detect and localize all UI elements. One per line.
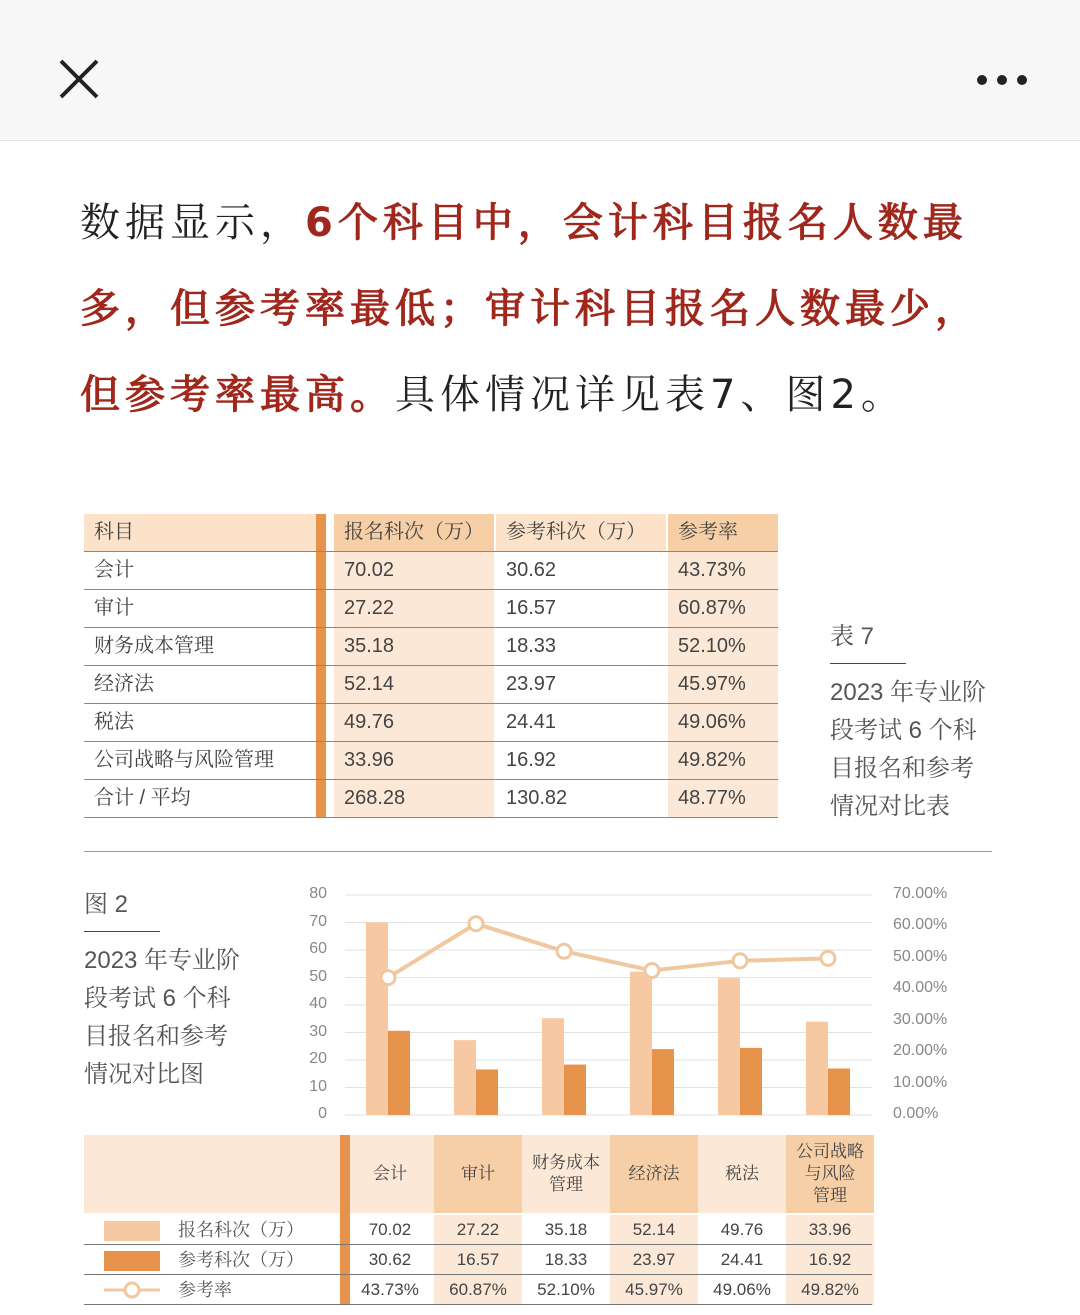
y2-tick-label: 20.00% — [893, 1042, 948, 1060]
y-tick-label: 30 — [309, 1022, 327, 1040]
table-7-cell: 70.02 — [334, 552, 494, 589]
table-7-cell: 税法 — [94, 711, 134, 733]
rate-point — [557, 944, 571, 958]
table-7-cell: 合计 / 平均 — [94, 787, 191, 809]
table-7-cell: 48.77% — [668, 780, 778, 817]
data-table-value: 35.18 — [544, 1220, 588, 1239]
rate-point — [645, 964, 659, 978]
bar-attendance — [740, 1048, 762, 1115]
y2-tick-label: 50.00% — [893, 947, 948, 965]
table-7-cell: 52.14 — [334, 666, 494, 703]
table-7-label: 表 7 — [830, 623, 875, 650]
table-7-cell: 审计 — [94, 597, 134, 619]
data-table-row-line — [84, 1304, 872, 1305]
table-7-cell: 会计 — [94, 559, 134, 581]
table-7-cell: 24.41 — [506, 711, 557, 733]
table-7-cell: 16.92 — [506, 749, 557, 771]
table-7-cell: 35.18 — [334, 628, 494, 665]
table-7-cell: 27.22 — [334, 590, 494, 627]
series-label: 参考率 — [178, 1280, 232, 1300]
y2-tick-label: 60.00% — [893, 916, 948, 934]
rate-point — [821, 951, 835, 965]
rate-point — [733, 954, 747, 968]
y-tick-label: 70 — [309, 912, 327, 930]
caption-line: 目报名和参考 — [84, 1023, 228, 1050]
y-tick-label: 20 — [309, 1050, 327, 1067]
data-table-value: 49.76 — [720, 1220, 764, 1239]
rate-point — [381, 971, 395, 985]
category-label: 经济法 — [610, 1135, 698, 1213]
data-table-value: 49.82% — [786, 1275, 874, 1305]
bar-registrations — [806, 1022, 828, 1115]
data-table-value: 60.87% — [434, 1275, 522, 1305]
table-7-cell: 49.82% — [668, 742, 778, 779]
legend-swatch — [104, 1221, 160, 1241]
data-table-value: 52.10% — [537, 1280, 595, 1299]
category-label: 会计 — [373, 1164, 407, 1183]
category-label: 税法 — [725, 1164, 759, 1183]
table-7-cell: 财务成本管理 — [94, 635, 214, 657]
data-table-value: 27.22 — [434, 1215, 522, 1245]
bar-registrations — [366, 922, 388, 1115]
data-table-value: 18.33 — [544, 1250, 588, 1269]
y-tick-label: 60 — [309, 940, 327, 957]
table-7-cell: 45.97% — [668, 666, 778, 703]
data-table-value: 49.06% — [713, 1280, 771, 1299]
caption-line: 段考试 6 个科 — [830, 717, 977, 744]
table-7-cell: 49.76 — [334, 704, 494, 741]
data-table-value: 52.14 — [610, 1215, 698, 1245]
table-7-cell: 30.62 — [506, 559, 557, 581]
legend-swatch — [104, 1251, 160, 1271]
rate-line — [388, 924, 828, 978]
category-label: 财务成本 管理 — [532, 1153, 600, 1194]
y2-tick-label: 70.00% — [893, 885, 948, 902]
table-7-cell: 公司战略与风险管理 — [94, 749, 274, 771]
paragraph-intro: 数据显示， — [80, 200, 305, 246]
data-table-value: 23.97 — [610, 1245, 698, 1275]
data-table-row — [84, 1245, 872, 1275]
data-table-value: 45.97% — [610, 1275, 698, 1305]
data-table-value: 24.41 — [720, 1250, 764, 1269]
legend-rate-swatch — [102, 1275, 162, 1305]
table-7-header-cell: 参考科次（万） — [496, 514, 666, 551]
table-7-cell: 33.96 — [334, 742, 494, 779]
data-table-value: 16.57 — [434, 1245, 522, 1275]
data-table-value: 30.62 — [368, 1250, 412, 1269]
y2-tick-label: 0.00% — [893, 1105, 939, 1122]
paragraph-highlight: 6个科目中，会计科目报名人数最多，但参考率最低；审计科目报名人数最少，但参考率最高。 — [80, 200, 980, 418]
table-7-header-cell: 报名科次（万） — [334, 514, 494, 551]
data-table-row — [84, 1215, 872, 1245]
y-tick-label: 40 — [309, 995, 327, 1012]
category-label: 公司战略 与风险 管理 — [786, 1135, 874, 1213]
table-7-cell: 268.28 — [334, 780, 494, 817]
data-table-row — [84, 1275, 872, 1305]
table-7-cell: 23.97 — [506, 673, 557, 695]
y-tick-label: 10 — [309, 1077, 327, 1095]
table-7-cell: 16.57 — [506, 597, 557, 619]
bar-attendance — [564, 1065, 586, 1115]
series-label: 参考科次（万） — [178, 1250, 304, 1270]
table-7-cell: 43.73% — [668, 552, 778, 589]
rate-point — [469, 917, 483, 931]
category-label: 审计 — [434, 1135, 522, 1213]
series-label: 报名科次（万） — [178, 1220, 304, 1240]
paragraph-ref: 具体情况详见表7、图2。 — [395, 372, 906, 418]
table-7-header-cell: 参考率 — [668, 514, 778, 551]
y-tick-label: 0 — [318, 1105, 327, 1122]
y2-tick-label: 40.00% — [893, 979, 948, 997]
data-table-value: 43.73% — [361, 1280, 419, 1299]
table-7-cell: 52.10% — [668, 628, 778, 665]
bar-registrations — [542, 1018, 564, 1115]
caption-line: 段考试 6 个科 — [84, 985, 231, 1012]
table-7-cell: 130.82 — [506, 787, 568, 809]
caption-line: 情况对比图 — [84, 1061, 204, 1088]
bar-attendance — [652, 1049, 674, 1115]
bar-attendance — [476, 1069, 498, 1115]
caption-line: 目报名和参考 — [830, 755, 974, 782]
y2-tick-label: 30.00% — [893, 1010, 948, 1028]
caption-line: 2023 年专业阶 — [84, 947, 241, 974]
y-tick-label: 50 — [309, 967, 327, 985]
bar-attendance — [828, 1068, 850, 1115]
y-tick-label: 80 — [309, 885, 327, 902]
bar-registrations — [718, 978, 740, 1115]
bar-registrations — [630, 972, 652, 1115]
table-7-header-cell: 科目 — [84, 514, 316, 551]
table-7-cell: 18.33 — [506, 635, 557, 657]
data-table-value: 70.02 — [368, 1220, 412, 1239]
bar-attendance — [388, 1031, 410, 1115]
data-table-value: 16.92 — [786, 1245, 874, 1275]
y2-tick-label: 10.00% — [893, 1073, 948, 1091]
bar-registrations — [454, 1040, 476, 1115]
table-7-cell: 60.87% — [668, 590, 778, 627]
table-7-cell: 经济法 — [94, 673, 154, 695]
figure-2-label: 图 2 — [84, 891, 129, 918]
table-7-cell: 49.06% — [668, 704, 778, 741]
caption-line: 2023 年专业阶 — [830, 679, 987, 706]
caption-line: 情况对比表 — [830, 793, 950, 820]
data-table-value: 33.96 — [786, 1215, 874, 1245]
